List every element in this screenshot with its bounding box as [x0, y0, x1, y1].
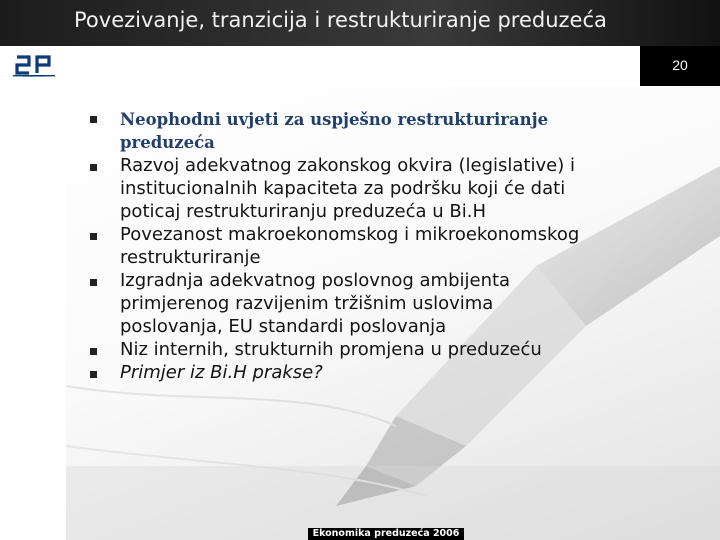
item-line: Razvoj adekvatnog zakonskog okvira (legislative) i [120, 155, 575, 176]
logo-panel [0, 46, 68, 540]
square-bullet-icon [90, 233, 97, 240]
square-bullet-icon [90, 371, 97, 378]
list-item [88, 269, 698, 338]
item-line: poticaj restrukturiranju preduzeća u Bi.H [120, 201, 486, 222]
list-item [88, 223, 698, 269]
item-line: Primjer iz Bi.H prakse? [120, 362, 323, 383]
number-strip [66, 46, 720, 86]
list-item [88, 154, 698, 223]
square-bullet-icon [90, 116, 97, 123]
square-bullet-icon [90, 348, 97, 355]
bullet-list [88, 108, 698, 384]
slide-number: 20 [672, 57, 688, 73]
item-line: Povezanost makroekonomskog i mikroekonomskog [120, 224, 580, 245]
item-line: primjerenog razvijenim tržišnim uslovima [120, 293, 494, 314]
item-line: poslovanja, EU standardi poslovanja [120, 316, 447, 337]
list-item [88, 361, 698, 384]
item-line: institucionalnih kapaciteta za podršku koji će dati [120, 178, 566, 199]
logo-caption: EKONOMIKA [22, 74, 46, 78]
item-line: Niz internih, strukturnih promjena u preduzeću [120, 339, 542, 360]
item-line: preduzeća [120, 133, 215, 152]
footer-caption: Ekonomika preduzeća 2006 [308, 528, 464, 540]
list-item [88, 108, 698, 154]
square-bullet-icon [90, 164, 97, 171]
item-line: Izgradnja adekvatnog poslovnog ambijenta [120, 270, 511, 291]
item-line: Neophodni uvjeti za uspješno restrukturiranje [120, 110, 549, 129]
item-line: restrukturiranje [120, 247, 261, 268]
list-item [88, 338, 698, 361]
square-bullet-icon [90, 279, 97, 286]
slide-title: Povezivanje, tranzicija i restrukturiranje preduzeća [74, 8, 607, 32]
